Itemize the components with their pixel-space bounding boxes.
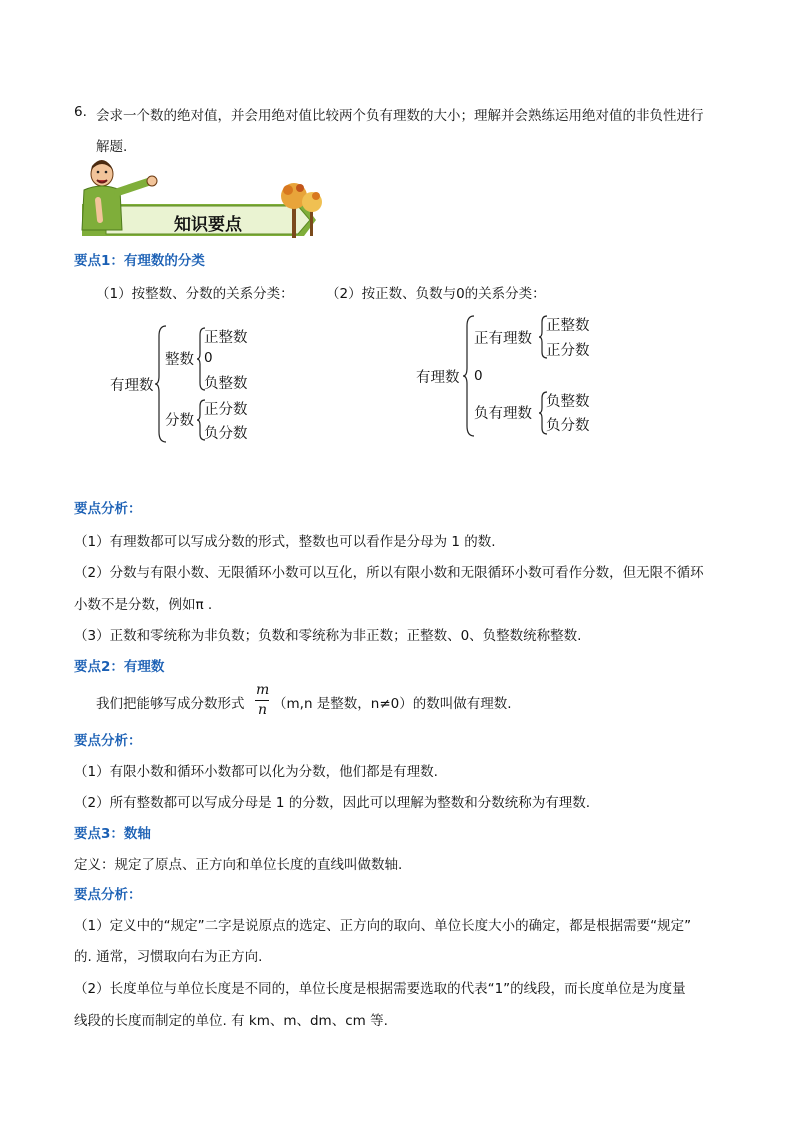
section2-definition-after: （m,n 是整数，n≠0）的数叫做有理数.: [273, 696, 512, 712]
section3-analysis-2-line2: 线段的长度而制定的单位. 有 km、m、dm、cm 等.: [74, 1013, 388, 1029]
section2-heading: 要点2：有理数: [74, 659, 165, 675]
section3-definition: 定义：规定了原点、正方向和单位长度的直线叫做数轴.: [74, 857, 403, 873]
section1-heading: 要点1：有理数的分类: [74, 253, 205, 269]
section2-analysis-heading: 要点分析：: [74, 733, 142, 749]
section1-analysis-2-line1: （2）分数与有限小数、无限循环小数可以互化，所以有限小数和无限循环小数可看作分数，但无限不循环: [74, 565, 704, 581]
section1-analysis-2-line2: 小数不是分数，例如π .: [74, 597, 213, 613]
tree2-positive-rational: 正有理数: [474, 331, 532, 347]
tree1-integer: 整数: [165, 352, 194, 368]
tree1-zero: 0: [204, 350, 213, 366]
section2-analysis-2: （2）所有整数都可以写成分母是 1 的分数，因此可以理解为整数和分数统称为有理数.: [74, 795, 591, 811]
section1-analysis-1: （1）有理数都可以写成分数的形式，整数也可以看作是分母为 1 的数.: [74, 534, 496, 550]
tree2-negative-integer: 负整数: [546, 394, 590, 410]
banner-title: 知识要点: [174, 215, 242, 235]
section3-analysis-heading: 要点分析：: [74, 887, 142, 903]
tree2-positive-fraction: 正分数: [546, 343, 590, 359]
tree2-negative-fraction: 负分数: [546, 418, 590, 434]
objective-line-2: 解题.: [96, 139, 128, 155]
section3-heading: 要点3：数轴: [74, 826, 151, 842]
fraction-denominator: n: [258, 702, 268, 718]
classification-method-2: （2）按正数、负数与0的关系分类：: [326, 286, 546, 302]
tree1-negative-integer: 负整数: [204, 376, 248, 392]
tree2-root: 有理数: [416, 370, 460, 386]
section3-analysis-1-line2: 的. 通常，习惯取向右为正方向.: [74, 949, 263, 965]
section1-analysis-heading: 要点分析：: [74, 501, 142, 517]
section1-analysis-3: （3）正数和零统称为非负数；负数和零统称为非正数；正整数、0、负整数统称整数.: [74, 628, 582, 644]
section3-analysis-2-line1: （2）长度单位与单位长度是不同的，单位长度是根据需要选取的代表“1”的线段，而长度单位是为度量: [74, 981, 686, 997]
classification-method-1: （1）按整数、分数的关系分类：: [96, 286, 294, 302]
objective-line-1: 会求一个数的绝对值，并会用绝对值比较两个负有理数的大小；理解并会熟练运用绝对值的非负性进行: [96, 108, 704, 124]
tree1-positive-integer: 正整数: [204, 330, 248, 346]
tree1-fraction: 分数: [165, 413, 194, 429]
objective-number: 6.: [74, 104, 87, 120]
tree2-negative-rational: 负有理数: [474, 406, 532, 422]
tree1-root: 有理数: [110, 378, 154, 394]
section3-analysis-1-line1: （1）定义中的“规定”二字是说原点的选定、正方向的取向、单位长度大小的确定，都是根据需要“规定”: [74, 918, 692, 934]
knowledge-banner: [78, 160, 328, 240]
section2-analysis-1: （1）有限小数和循环小数都可以化为分数，他们都是有理数.: [74, 764, 438, 780]
tree2-zero: 0: [474, 368, 483, 384]
tree1-negative-fraction: 负分数: [204, 426, 248, 442]
tree2-positive-integer: 正整数: [546, 318, 590, 334]
fraction-bar: [255, 700, 269, 701]
fraction-numerator: m: [256, 682, 270, 698]
section2-definition-before: 我们把能够写成分数形式: [96, 696, 245, 712]
tree1-positive-fraction: 正分数: [204, 402, 248, 418]
